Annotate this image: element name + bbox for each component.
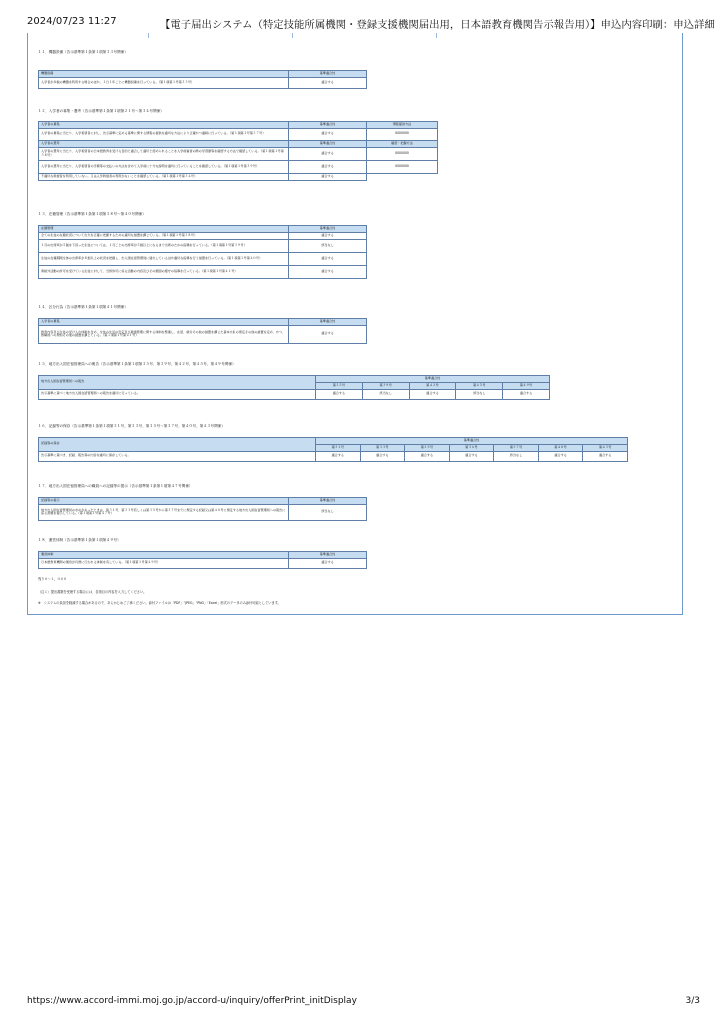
- table-cell: １月の出席率が５割を下回った生徒については、１月ごとの出席率が５割以上になるまで出席のための指導を行っている。（第１項第１号第３９号）: [39, 239, 289, 252]
- section-heading-operations: １８．運営体制（告示基準第１条第１項第４９号）: [38, 538, 121, 542]
- status-cell: 適合する: [289, 232, 367, 239]
- equipment-table: [38, 70, 367, 89]
- table-cell: 不適切な斡旋者を利用していない。又は入学斡旋者の利用がないことを確認している。（第１項第１号第３４号）: [39, 173, 289, 180]
- records-table: [38, 437, 628, 462]
- section-heading-equipment: １１．機器設備（告示基準第１条第１項第３３号関係）: [38, 50, 128, 54]
- column-header: 基準適合性: [316, 376, 550, 383]
- recruitment-table: [38, 121, 438, 181]
- table-cell: 入学者の募集に当たり、入学希望者に対し、告示基準に定める基準に関する情報の提供を適切な方法により正確かつ適時に行っている。（第１項第１号第３７号）: [39, 128, 289, 140]
- status-cell: 適合する: [289, 147, 367, 160]
- column-header: 第３１号: [316, 444, 361, 451]
- status-cell: 適合する: [360, 451, 405, 461]
- section-heading-records: １６．記録等の保存（告示基準第１条第１項第３１号、第３３号、第３５号〜第３７号、第４０号、第４３号関係）: [38, 424, 225, 428]
- column-header: 記録等の保存: [39, 438, 316, 452]
- column-header: 記録等の提示: [39, 498, 289, 505]
- status-cell: 適合する: [289, 252, 367, 265]
- table-cell: 教育内容及び生徒の受け入れ体制を含め、生徒の生活の安定及び健康管理に関する体制を整備し、在留、就労その他の措置を講じた基本方針の策定その他の措置を定め、かつ、教職員への周知その他の措置を講じている。（第１項第１号第４１号）: [39, 325, 289, 343]
- status-cell: 適合する: [449, 451, 494, 461]
- page-title: 【電子届出システム（特定技能所属機関・登録支援機関届出用，日本語教育機関告示報告用）】申込内容印刷：申込詳細: [160, 19, 715, 31]
- status-cell: 適合する: [289, 558, 367, 568]
- column-header: 基準適合性: [289, 71, 367, 78]
- status-cell: 該当なし: [289, 239, 367, 252]
- table-cell: 生徒の在籍期間全体の出席率が８割以上の状況を把握し、出入国在留管理局に届出しているほか適切な指導を行う措置を行っている。（第１項第１号第４０号）: [39, 252, 289, 265]
- frame-divider: [148, 33, 149, 38]
- column-header: 基準適合性: [316, 438, 628, 445]
- column-header: 第３７号: [494, 444, 539, 451]
- status-cell: 適合する: [409, 389, 456, 399]
- section-heading-recruitment: １２．入学者の募集・選考（告示基準第１条第１項第２１号〜第３４号関係）: [38, 109, 164, 113]
- column-header: 基準適合性: [289, 140, 367, 147]
- status-cell: 適合する: [289, 160, 367, 173]
- column-header: 第４９号: [503, 382, 550, 389]
- column-header: 第４５号: [456, 382, 503, 389]
- status-cell: 該当なし: [456, 389, 503, 399]
- section-heading-record-presentation: １７．地方出入国在留管理局への職員への記録等の提示（告示基準第１条第１項第４７号関係）: [38, 484, 193, 488]
- table-cell: 地方出入国在留管理局の求めがあったときは、第３１号、第３３号若しくは第３５号から第３７号までに規定する記録又は第４０号に規定する地方出入国在留管理局への報告に係る書類を提示している。（第１項第１号第４７号）: [39, 504, 289, 520]
- column-header: 基準適合性: [289, 226, 367, 233]
- status-cell: 適合する: [538, 451, 583, 461]
- table-cell: 入学者の選考に当たり、入学希望者の学費等の支払いの方法を含めて入学前に十分な説明を適切に行っていることを確認している。（第１項第１号第３９号）: [39, 160, 289, 173]
- column-header: 基準適合性: [289, 319, 367, 326]
- segmented-acts-table: [38, 318, 367, 344]
- column-header: 第３５号: [316, 382, 363, 389]
- status-cell: 該当なし: [362, 389, 409, 399]
- section-heading-reports: １５．地方出入国在留管理局への報告（告示基準第１条第１項第３５号、第３９号、第４２号、第４５号、第４９号関係）: [38, 362, 236, 366]
- column-header: 機器設備: [39, 71, 289, 78]
- print-timestamp: 2024/07/23 11:27: [27, 16, 117, 27]
- table-cell: 資格外活動の許可を受けている生徒に対して、当該許可に係る活動の内容及びその範囲の遵守の指導を行っている。（第１項第１号第４１号）: [39, 265, 289, 278]
- status-cell: 該当なし: [494, 451, 539, 461]
- frame-divider: [436, 33, 437, 38]
- table-cell: 入学者の選考に当たり、入学希望者の日本語教育を受ける目的と適合して適切と認められることを入学前審査の際の学習歴等を確認する方法で確認している。（第１項第１号第３８号）: [39, 147, 289, 160]
- column-header: 地方出入国在留管理局への報告: [39, 376, 316, 390]
- status-cell: 適合する: [289, 173, 367, 180]
- column-header: 第３３号: [360, 444, 405, 451]
- column-header: 運営体制: [39, 552, 289, 559]
- frame-divider: [292, 33, 293, 38]
- status-cell: 該当なし: [289, 504, 367, 520]
- column-header: 第３９号: [362, 382, 409, 389]
- table-cell: 告示基準に基づく地方出入国在留管理局への報告を適切に行っている。: [39, 389, 316, 399]
- table-cell: 0000000: [367, 147, 438, 160]
- table-cell: 0000000: [367, 128, 438, 140]
- column-header: 在籍管理: [39, 226, 289, 233]
- operations-table: [38, 551, 367, 569]
- column-header: 第４０号: [538, 444, 583, 451]
- column-header: 確認・把握方法: [367, 140, 438, 147]
- status-cell: 適合する: [316, 451, 361, 461]
- column-header: 入学者の募集: [39, 319, 289, 326]
- table-cell: 日本語教育機関の運営が円滑に行われる体制を有している。（第１項第１号第４９号）: [39, 558, 289, 568]
- column-header: 基準適合性: [289, 498, 367, 505]
- page-url: https://www.accord-immi.moj.go.jp/accord-u/inquiry/offerPrint_initDisplay: [27, 996, 357, 1006]
- column-header: 入学者の募集: [39, 122, 289, 129]
- column-header: 第４３号: [583, 444, 628, 451]
- table-cell: 0000000: [367, 160, 438, 173]
- column-header: 第３５号: [405, 444, 450, 451]
- status-cell: 適合する: [289, 265, 367, 278]
- section-heading-enrollment: １３．在籍管理（告示基準第１条第１項第３８号〜第４０号関係）: [38, 212, 146, 216]
- record-presentation-table: [38, 497, 367, 521]
- reports-table: [38, 375, 550, 400]
- enrollment-table: [38, 225, 367, 279]
- column-header: 第３６号: [449, 444, 494, 451]
- footnote: ※ システムの負担を軽減する場合があるので、あらかじめご了承ください。添付ファイルは「PDF」「JPEG」「PNG」「Excel」形式のデータのみ添付可能としています。: [38, 601, 281, 605]
- status-cell: 適合する: [289, 128, 367, 140]
- status-cell: 適合する: [405, 451, 450, 461]
- character-limit-note: 残り０〜１，０００: [38, 577, 67, 581]
- status-cell: 適合する: [583, 451, 628, 461]
- table-cell: 入学者が多数の機器を利用する場合のほか、１日１年ごとに機器設備を行っている。（第１項第１号第３３号）: [39, 77, 289, 88]
- status-cell: 適合する: [289, 77, 367, 88]
- column-header: 第４２号: [409, 382, 456, 389]
- footnote: （注１）提出書類を受理する場合には、各項目の内容を入力してください。: [38, 590, 147, 594]
- column-header: 基準適合性: [289, 552, 367, 559]
- column-header: 情報提供方法: [367, 122, 438, 129]
- status-cell: 適合する: [316, 389, 363, 399]
- column-header: 基準適合性: [289, 122, 367, 129]
- table-cell: 全ての生徒の在籍状況について出欠を正確に把握するための適切な措置を講じている。（第１項第１号第３８号）: [39, 232, 289, 239]
- status-cell: 適合する: [289, 325, 367, 343]
- status-cell: 適合する: [503, 389, 550, 399]
- table-cell: 告示基準に基づき、記録、報告等の内容を適切に保存している。: [39, 451, 316, 461]
- column-header: 入学者の選考: [39, 140, 289, 147]
- page-number: 3/3: [685, 996, 700, 1006]
- section-heading-segmented-acts: １４．区分行為（告示基準第１条第１項第４１号関係）: [38, 305, 128, 309]
